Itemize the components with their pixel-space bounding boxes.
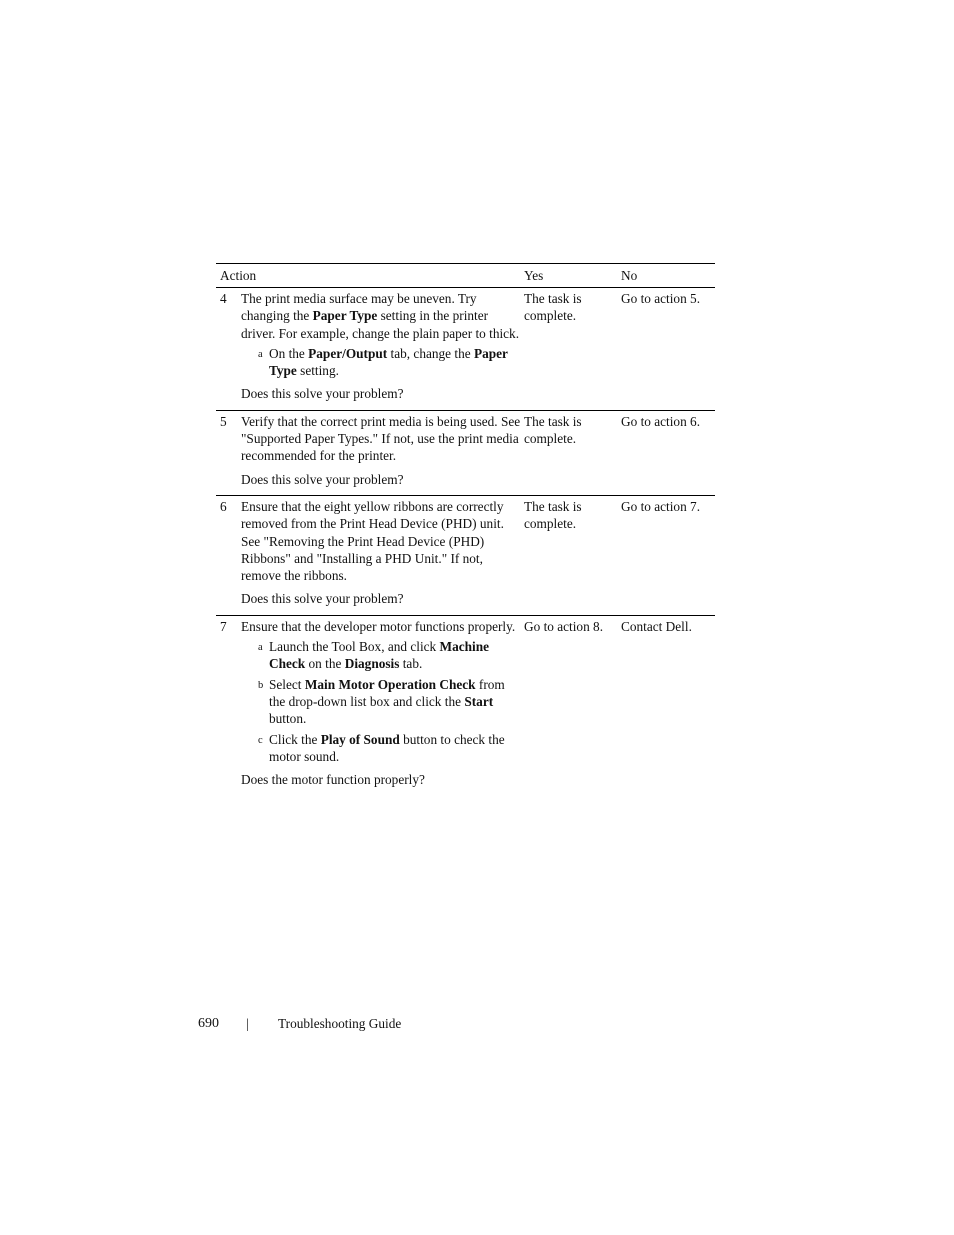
action-question: Does this solve your problem? [241, 471, 404, 487]
action-question: Does this solve your problem? [241, 386, 404, 402]
header-no: No [621, 268, 638, 283]
substep [241, 345, 521, 380]
text-run: tab. [399, 656, 423, 672]
action-question: Does this solve your problem? [241, 591, 404, 607]
text-run: setting. [296, 363, 339, 379]
action-number: 4 [220, 291, 227, 306]
text-run: The print media surface may be uneven. Try changing the [241, 291, 477, 324]
bold-text: Paper/Output [308, 345, 388, 361]
action-cell [241, 411, 521, 488]
no-cell: Go to action 5. [621, 291, 701, 306]
bold-text: Play of Sound [320, 731, 400, 747]
text-run: tab, change the [387, 345, 474, 361]
no-cell: Contact Dell. [621, 618, 692, 634]
action-number: 6 [220, 498, 227, 514]
footer-separator: | [246, 1016, 249, 1031]
yes-cell: The task is complete. [524, 291, 582, 324]
text-run: from the drop-down list box and click the [269, 676, 505, 709]
troubleshooting-table [216, 263, 715, 795]
action-text [241, 498, 521, 584]
substep-letter: b [258, 679, 264, 691]
action-number: 5 [220, 413, 227, 429]
text-run: on the [305, 656, 345, 672]
text-run: button. [269, 711, 307, 727]
substep [241, 731, 521, 766]
text-run: Ensure that the developer motor functions properly. [241, 618, 516, 634]
action-number: 7 [220, 618, 227, 634]
text-run: Launch the Tool Box, and click [269, 639, 440, 655]
substep-list [241, 345, 521, 380]
footer-title: Troubleshooting Guide [278, 1016, 402, 1031]
table-row [216, 616, 715, 796]
text-run: setting in the printer driver. For example, change the plain paper to thick. [241, 308, 520, 341]
no-cell: Go to action 6. [621, 413, 701, 429]
substep [241, 638, 521, 673]
table-row [216, 496, 715, 616]
substep-letter: a [258, 348, 263, 360]
page-number: 690 [198, 1016, 219, 1031]
substep-letter: a [258, 642, 263, 654]
action-cell [241, 616, 521, 789]
table-header [216, 263, 715, 288]
action-question: Does the motor function properly? [241, 772, 425, 788]
yes-cell: Go to action 8. [524, 618, 604, 634]
text-run: Select [269, 676, 305, 692]
table-body [216, 288, 715, 795]
yes-cell: The task is complete. [524, 413, 582, 447]
no-cell: Go to action 7. [621, 498, 701, 514]
bold-text: Paper Type [312, 308, 378, 324]
action-cell [241, 496, 521, 608]
yes-cell: The task is complete. [524, 498, 582, 532]
text-run: Ensure that the eight yellow ribbons are correctly removed from the Print Head Device (PHD) unit. See "Removing the Print Head Device (PHD) Ribbons" and "Installing a PHD Unit." If not, remove the ribbons. [241, 498, 504, 584]
text-run: Verify that the correct print media is being used. See "Supported Paper Types." If not, use the print media recommended for the printer. [241, 413, 521, 464]
bold-text: Machine Check [269, 639, 490, 672]
bold-text: Diagnosis [344, 656, 400, 672]
bold-text: Main Motor Operation Check [304, 676, 476, 692]
text-run: Click the [269, 731, 321, 747]
text-run: button to check the motor sound. [269, 731, 505, 764]
substep [241, 676, 521, 728]
bold-text: Start [464, 693, 494, 709]
text-run: On the [269, 345, 309, 361]
action-cell [241, 288, 521, 403]
table-row [216, 288, 715, 411]
table-row [216, 411, 715, 496]
action-text [241, 413, 521, 465]
bold-text: Paper Type [269, 345, 508, 379]
header-action: Action [220, 268, 257, 283]
action-text [241, 618, 521, 635]
substep-letter: c [258, 734, 263, 746]
header-yes: Yes [524, 268, 544, 283]
substep-list [241, 638, 521, 765]
action-text [241, 290, 521, 342]
